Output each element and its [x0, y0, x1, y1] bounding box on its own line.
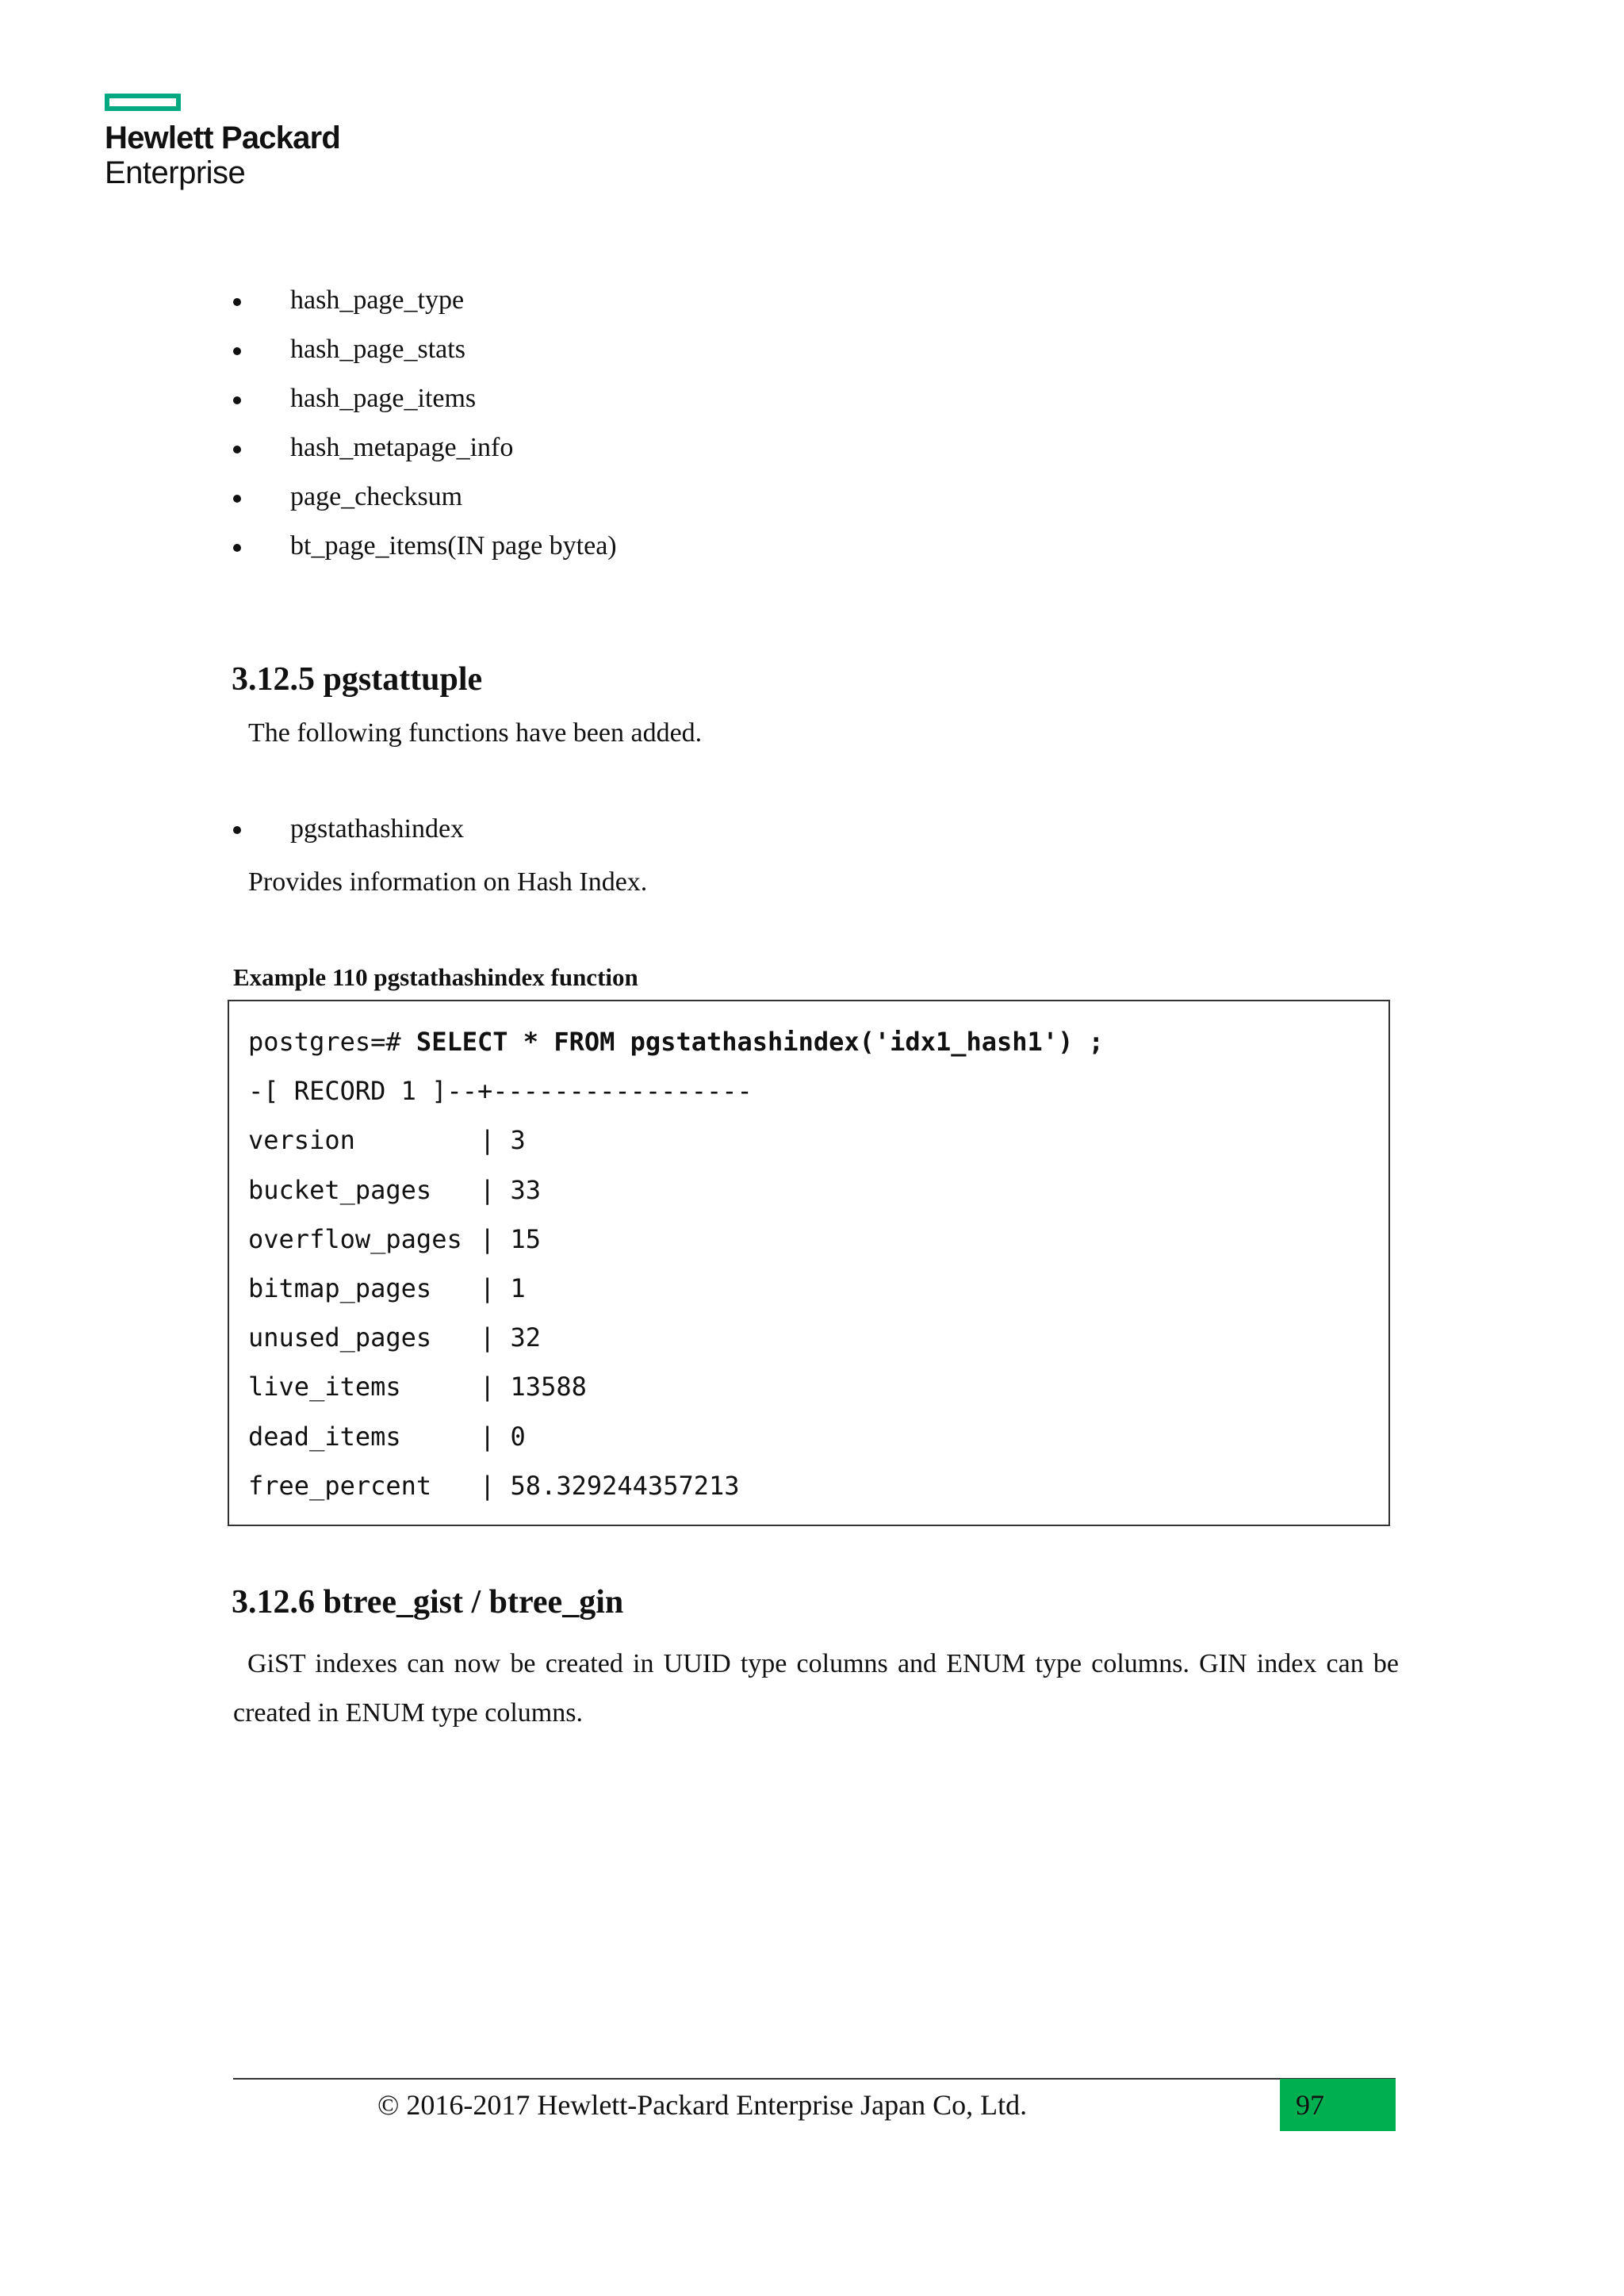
code-row: unused_pages | 32	[248, 1313, 1388, 1362]
code-row: version | 3	[248, 1115, 1388, 1165]
list-item: hash_page_type	[232, 276, 617, 325]
code-record-header: -[ RECORD 1 ]--+-----------------	[248, 1076, 753, 1107]
code-key: overflow_pages	[248, 1223, 462, 1254]
list-item: bt_page_items(IN page bytea)	[232, 522, 617, 571]
list-item: hash_metapage_info	[232, 423, 617, 473]
code-value: 3	[510, 1125, 526, 1156]
code-command: SELECT * FROM pgstathashindex('idx1_hash1') ;	[416, 1027, 1104, 1057]
section-body: GiST indexes can now be created in UUID type columns and ENUM type columns. GIN index can be created in ENUM type columns.	[233, 1649, 1399, 1728]
function-list	[232, 276, 617, 571]
list-item: hash_page_items	[232, 374, 617, 423]
code-value: 32	[510, 1322, 542, 1353]
function-description: Provides information on Hash Index.	[248, 867, 648, 897]
section-intro: The following functions have been added.	[248, 718, 703, 748]
hpe-logo-bar-icon	[105, 94, 181, 111]
code-row: bucket_pages | 33	[248, 1165, 1388, 1215]
hpe-logo	[105, 94, 358, 190]
code-key: bitmap_pages	[248, 1272, 432, 1303]
code-value: 15	[510, 1223, 542, 1254]
code-key: dead_items	[248, 1421, 401, 1452]
code-key: live_items	[248, 1372, 401, 1402]
list-item: hash_page_stats	[232, 325, 617, 374]
code-value: 33	[510, 1174, 542, 1205]
logo-text-line2: Enterprise	[105, 155, 246, 190]
code-prompt: postgres=#	[248, 1027, 416, 1057]
list-item: pgstathashindex	[232, 813, 464, 846]
example-caption: Example 110 pgstathashindex function	[233, 963, 638, 991]
code-command-line	[248, 1017, 1388, 1066]
code-key: bucket_pages	[248, 1174, 432, 1205]
section-heading-btree: 3.12.6 btree_gist / btree_gin	[232, 1584, 624, 1621]
code-value: 58.329244357213	[510, 1470, 740, 1501]
code-key: free_percent	[248, 1470, 432, 1501]
code-row: bitmap_pages | 1	[248, 1264, 1388, 1313]
code-value: 1	[510, 1272, 526, 1303]
code-key: version	[248, 1125, 355, 1156]
footer-copyright: © 2016-2017 Hewlett-Packard Enterprise Japan Co, Ltd.	[377, 2089, 1028, 2121]
code-example-box	[228, 1000, 1390, 1526]
code-value: 13588	[510, 1372, 587, 1402]
code-value: 0	[510, 1421, 526, 1452]
section-heading-pgstattuple: 3.12.5 pgstattuple	[232, 661, 483, 698]
footer-divider	[233, 2078, 1396, 2080]
list-item: page_checksum	[232, 473, 617, 522]
code-row: live_items | 13588	[248, 1362, 1388, 1411]
code-row: dead_items | 0	[248, 1412, 1388, 1461]
code-row: free_percent | 58.329244357213	[248, 1461, 1388, 1510]
code-row: overflow_pages | 15	[248, 1215, 1388, 1264]
page-number: 97	[1280, 2079, 1396, 2131]
code-key: unused_pages	[248, 1322, 432, 1353]
logo-text-line1: Hewlett Packard	[105, 121, 341, 155]
